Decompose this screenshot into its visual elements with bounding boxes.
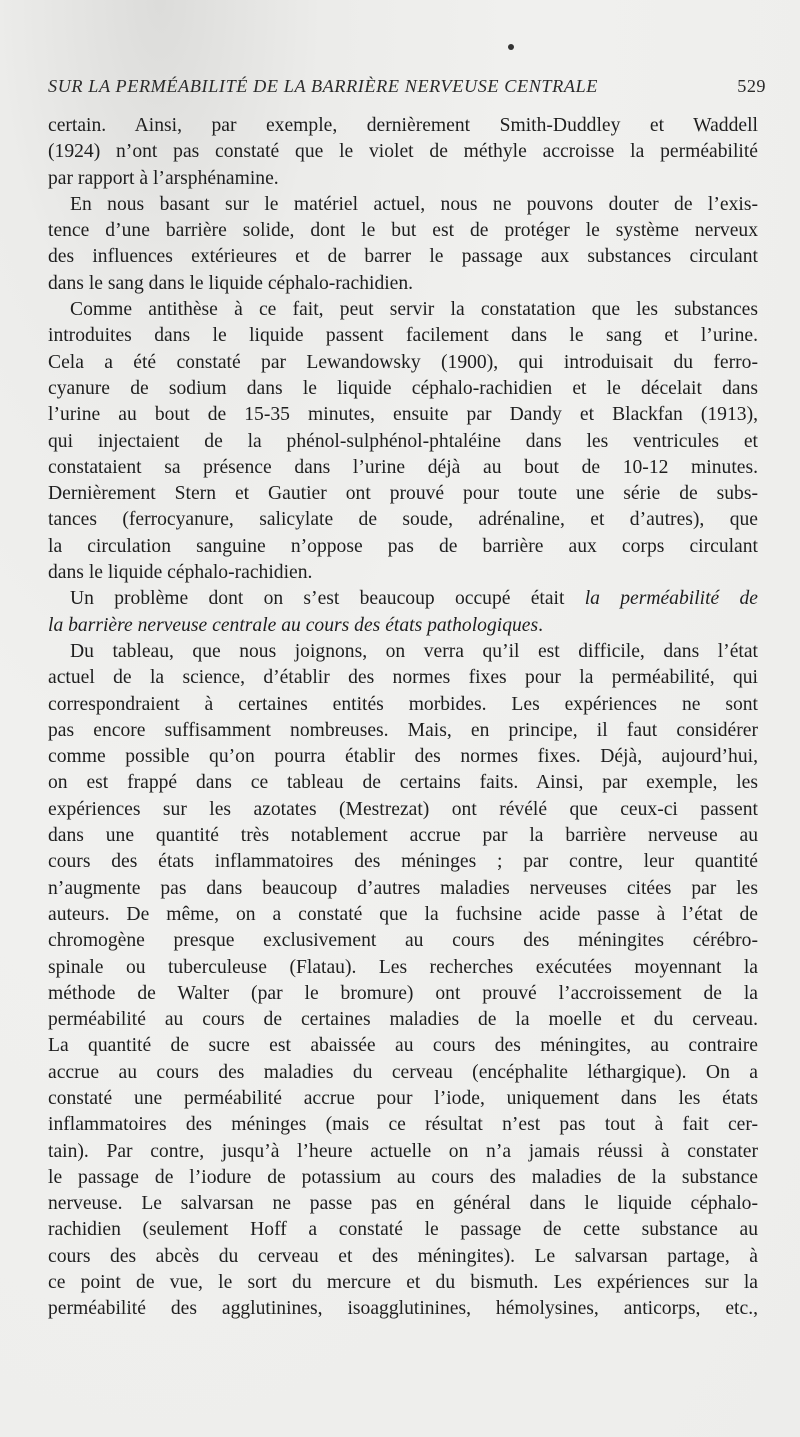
text-line: auteurs. De même, on a constaté que la fuchsine acide passe à l’état de [48,903,758,925]
text-line: dans le liquide céphalo-rachidien. [48,562,313,584]
text-line: tances (ferrocyanure, salicylate de soude, adrénaline, et d’autres), que [48,509,758,531]
text-line: inflammatoires des méninges (mais ce résultat n’est pas tout à fait cer- [48,1114,758,1136]
text-line: certain. Ainsi, par exemple, dernièrement Smith-Duddley et Waddell [48,115,758,136]
text-line: comme possible qu’on pourra établir des normes fixes. Déjà, aujourd’hui, [48,746,758,768]
text-line: cyanure de sodium dans le liquide céphalo-rachidien et le décelait dans [48,377,758,399]
text-line: Du tableau, que nous joignons, on verra qu’il est difficile, dans l’état [70,640,758,662]
text-line: la circulation sanguine n’oppose pas de barrière aux corps circulant [48,535,758,557]
text-line: La quantité de sucre est abaissée au cours des méningites, au contraire [48,1035,758,1057]
text-line: introduites dans le liquide passent facilement dans le sang et l’urine. [48,325,758,347]
text-line: actuel de la science, d’établir des normes fixes pour la perméabilité, qui [48,667,758,689]
paragraph [48,297,758,586]
text-line: par rapport à l’arsphénamine. [48,167,279,189]
running-header [48,76,766,104]
text-line: Comme antithèse à ce fait, peut servir la constatation que les substances [70,299,758,321]
text-line: tain). Par contre, jusqu’à l’heure actuelle on n’a jamais réussi à constater [48,1140,758,1162]
line-text: Un problème dont on s’est beaucoup occupé était [70,588,585,610]
text-line: cours des abcès du cerveau et des méningites). Le salvarsan partage, à [48,1245,758,1267]
text-line: tence d’une barrière solide, dont le but est de protéger le système nerveux [48,220,758,242]
paragraph [48,113,758,192]
text-line: méthode de Walter (par le bromure) ont prouvé l’accroissement de la [48,982,758,1004]
printer-dot [508,44,514,50]
text-line: dans le sang dans le liquide céphalo-rachidien. [48,272,414,294]
text-line: des influences extérieures et de barrer le passage aux substances circulant [48,246,758,268]
text-line: En nous basant sur le matériel actuel, nous ne pouvons douter de l’exis- [70,193,758,215]
text-line: nerveuse. Le salvarsan ne passe pas en général dans le liquide céphalo- [48,1193,758,1215]
paragraph [48,639,758,1323]
paragraph [48,192,758,297]
text-line: constaté une perméabilité accrue pour l’iode, uniquement dans les états [48,1087,758,1109]
text-line: l’urine au bout de 15-35 minutes, ensuite par Dandy et Blackfan (1913), [48,404,758,426]
italic-phrase: la barrière nerveuse centrale au cours des états pathologiques [48,614,539,636]
text-line: ce point de vue, le sort du mercure et du bismuth. Les expériences sur la [48,1272,758,1294]
text-line: accrue au cours des maladies du cerveau (encéphalite léthargique). On a [48,1061,758,1083]
paragraph [48,586,758,639]
text-line: on est frappé dans ce tableau de certains faits. Ainsi, par exemple, les [48,772,758,794]
text-line: perméabilité des agglutinines, isoagglutinines, hémolysines, anticorps, etc., [48,1298,758,1320]
line-text: . [538,614,544,636]
text-line [48,613,758,639]
text-line: qui injectaient de la phénol-sulphénol-phtaléine dans les ventricules et [48,430,758,452]
text-line: chromogène presque exclusivement au cours des méningites cérébro- [48,930,758,952]
text-line: spinale ou tuberculeuse (Flatau). Les recherches exécutées moyennant la [48,956,758,978]
text-line: Dernièrement Stern et Gautier ont prouvé pour toute une série de subs- [48,483,758,505]
text-line: le passage de l’iodure de potassium au cours des maladies de la substance [48,1166,758,1188]
text-line: constataient sa présence dans l’urine déjà au bout de 10-12 minutes. [48,456,758,478]
text-line: rachidien (seulement Hoff a constaté le passage de cette substance au [48,1219,758,1241]
italic-phrase: la perméabilité de [584,588,758,610]
text-line: n’augmente pas dans beaucoup d’autres maladies nerveuses citées par les [48,877,758,899]
running-title: SUR LA PERMÉABILITÉ DE LA BARRIÈRE NERVEUSE CENTRALE [48,76,598,96]
text-line: cours des états inflammatoires des méninges ; par contre, leur quantité [48,851,758,873]
text-line: expériences sur les azotates (Mestrezat) ont révélé que ceux-ci passent [48,798,758,820]
text-line: Cela a été constaté par Lewandowsky (1900), qui introduisait du ferro- [48,351,758,373]
text-line: perméabilité au cours de certaines maladies de la moelle et du cerveau. [48,1009,758,1031]
text-line: (1924) n’ont pas constaté que le violet de méthyle accroisse la perméabilité [48,141,758,163]
body-text [48,113,758,1323]
page-number: 529 [737,76,766,96]
text-line [48,586,758,612]
text-line: dans une quantité très notablement accrue par la barrière nerveuse au [48,825,758,847]
text-line: correspondraient à certaines entités morbides. Les expériences ne sont [48,693,758,715]
text-line: pas encore suffisamment nombreuses. Mais, en principe, il faut considérer [48,719,758,741]
